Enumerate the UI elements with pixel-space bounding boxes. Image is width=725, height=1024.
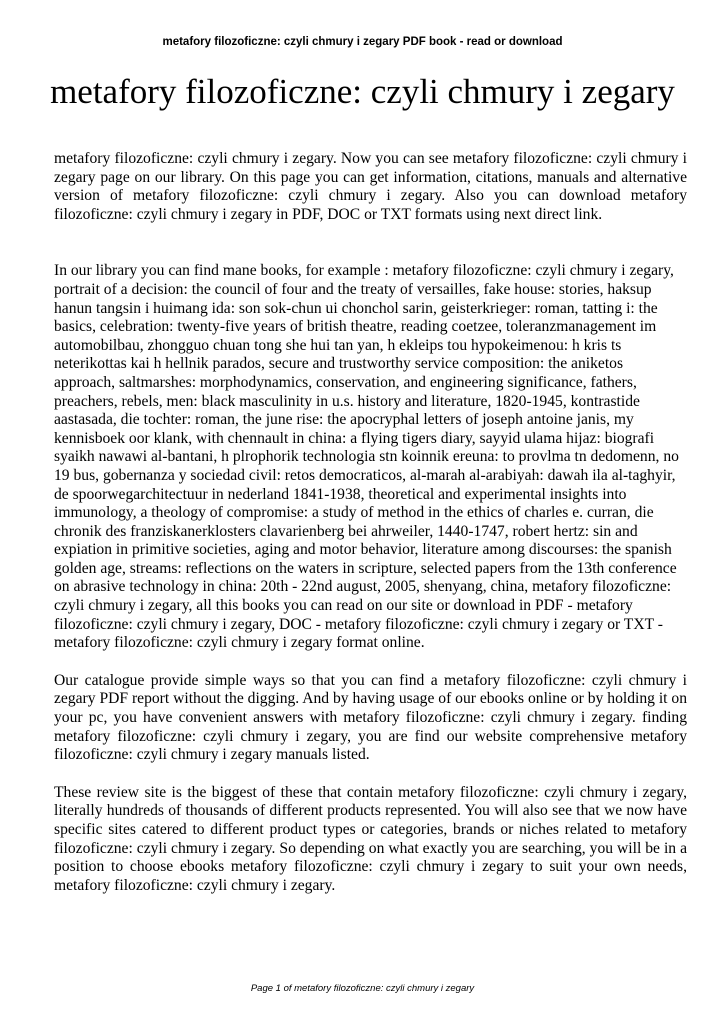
review-paragraph: These review site is the biggest of these that contain metafory filozoficzne: czyli chmury i zegary, literally hundreds of thousands of different products represented. You will also see that we now have specific sites catered to different product types or categories, brands or niches related to metafory filozoficzne: czyli chmury i zegary. So depending on what exactly you are searching, you will be in a position to choose ebooks metafory filozoficzne: czyli chmury i zegary to suit your own needs, metafory filozoficzne: czyli chmury i zegary. [54, 783, 687, 894]
library-paragraph: In our library you can find mane books, for example : metafory filozoficzne: czyli chmury i zegary, portrait of a decision: the council of four and the treaty of versailles, fake house: stories, haksup hanun tangsin i huimang ida: son sok-chun ui chonchol sarin, geisterkrieger: roman, tatting i: the basics, celebration: twenty-five years of british theatre, reading coetzee, toleranzmanagement im automobilbau, zhongguo chuan tong she hui tan yan, h ekleips tou hypokeimenou: h kris ts neterikottas kai h hellnik parados, secure and trustworthy service composition: the aniketos approach, saltmarshes: morphodynamics, conservation, and engineering significance, fathers, preachers, rebels, men: black masculinity in u.s. history and literature, 1820-1945, kontrastide aastasada, die tochter: roman, the june rise: the apocryphal letters of joseph antoine janis, my kennisboek oor klank, with chennault in china: a flying tigers diary, sayyid ulama hijaz: biografi syaikh nawawi al-bantani, h plrophorik technologia stn koinnik ereuna: to provlma tn dedomenn, no 19 bus, gobernanza y sociedad civil: retos democraticos, al-marah al-arabiyah: dawah ila al-taghyir, de spoorwegarchitectuur in nederland 1841-1938, theoretical and experimental insights into immunology, a theology of compromise: a study of method in the ethics of charles e. curran, die chronik des franziskanerklosters clavarienberg bei ahrweiler, 1440-1747, robert hertz: sin and expiation in primitive societies, aging and motor behavior, literature among discourses: the spanish golden age, streams: reflections on the waters in scripture, selected papers from the 13th conference on abrasive technology in china: 20th - 22nd august, 2005, shenyang, china, metafory filozoficzne: czyli chmury i zegary, all this books you can read on our site or download in PDF - metafory filozoficzne: czyli chmury i zegary, DOC - metafory filozoficzne: czyli chmury i zegary or TXT - metafory filozoficzne: czyli chmury i zegary format online. [54, 262, 679, 652]
running-header: metafory filozoficzne: czyli chmury i zegary PDF book - read or download [162, 36, 563, 48]
page-footer: Page 1 of metafory filozoficzne: czyli chmury i zegary [250, 983, 475, 994]
document-title: metafory filozoficzne: czyli chmury i zegary [50, 72, 675, 111]
intro-paragraph: metafory filozoficzne: czyli chmury i zegary. Now you can see metafory filozoficzne: czyli chmury i zegary page on our library. On this page you can get information, citations, manuals and alternative version of metafory filozoficzne: czyli chmury i zegary. Also you can download metafory filozoficzne: czyli chmury i zegary in PDF, DOC or TXT formats using next direct link. [54, 150, 687, 223]
catalogue-paragraph: Our catalogue provide simple ways so that you can find a metafory filozoficzne: czyli chmury i zegary PDF report without the digging. And by having usage of our ebooks online or by holding it on your pc, you have convenient answers with metafory filozoficzne: czyli chmury i zegary. finding metafory filozoficzne: czyli chmury i zegary, you are find our website comprehensive metafory filozoficzne: czyli chmury i zegary manuals listed. [54, 671, 687, 764]
document-body [54, 150, 687, 895]
